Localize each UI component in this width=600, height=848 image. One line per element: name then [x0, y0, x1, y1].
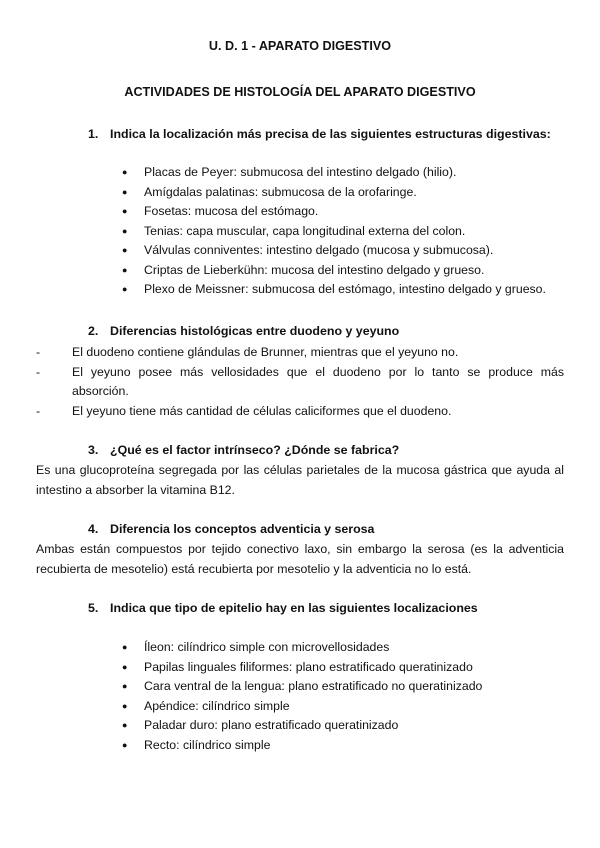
question-3-heading — [88, 441, 399, 461]
question-2-list — [36, 343, 564, 421]
list-item: ● Recto: cilíndrico simple — [122, 736, 482, 756]
list-item: - El duodeno contiene glándulas de Brunner, mientras que el yeyuno no. — [36, 343, 564, 363]
activities-title: ACTIVIDADES DE HISTOLOGÍA DEL APARATO DIGESTIVO — [124, 85, 476, 99]
question-number: 5. — [88, 601, 99, 615]
question-title: Indica que tipo de epitelio hay en las siguientes localizaciones — [110, 601, 478, 615]
list-item: ● Criptas de Lieberkühn: mucosa del intestino delgado y grueso. — [122, 261, 546, 281]
question-4-heading — [88, 520, 374, 540]
list-item: ● Amígdalas palatinas: submucosa de la orofaringe. — [122, 183, 546, 203]
list-item: ● Plexo de Meissner: submucosa del estómago, intestino delgado y grueso. — [122, 280, 546, 300]
question-4-answer: Ambas están compuestos por tejido conectivo laxo, sin embargo la serosa (es la adventicia recubierta de mesotelio) está recubierta por mesotelio y la adventicia no lo está. — [36, 542, 564, 576]
list-item: ● Íleon: cilíndrico simple con microvellosidades — [122, 638, 482, 658]
question-5-list — [122, 638, 482, 755]
question-number: 3. — [88, 443, 99, 457]
question-1-heading — [88, 125, 551, 145]
list-item: - El yeyuno posee más vellosidades que el duodeno por lo tanto se produce más absorción. — [36, 363, 564, 402]
question-title: Indica la localización más precisa de las siguientes estructuras digestivas: — [110, 127, 551, 141]
list-item: ● Apéndice: cilíndrico simple — [122, 697, 482, 717]
question-5-heading — [88, 599, 478, 619]
question-3-answer: Es una glucoproteína segregada por las células parietales de la mucosa gástrica que ayuda al intestino a absorber la vitamina B12. — [36, 463, 564, 497]
question-number: 1. — [88, 127, 99, 141]
list-item: ● Fosetas: mucosa del estómago. — [122, 202, 546, 222]
question-title: ¿Qué es el factor intrínseco? ¿Dónde se fabrica? — [110, 443, 400, 457]
question-1-list — [122, 163, 546, 300]
list-item: ● Paladar duro: plano estratificado queratinizado — [122, 716, 482, 736]
unit-title: U. D. 1 - APARATO DIGESTIVO — [208, 39, 392, 53]
list-item: ● Placas de Peyer: submucosa del intestino delgado (hilio). — [122, 163, 546, 183]
question-title: Diferencias histológicas entre duodeno y yeyuno — [110, 324, 400, 338]
question-2-heading — [88, 322, 399, 342]
list-item: ● Cara ventral de la lengua: plano estratificado no queratinizado — [122, 677, 482, 697]
list-item: - El yeyuno tiene más cantidad de células caliciformes que el duodeno. — [36, 402, 564, 422]
list-item: ● Válvulas conniventes: intestino delgado (mucosa y submucosa). — [122, 241, 546, 261]
list-item: ● Tenias: capa muscular, capa longitudinal externa del colon. — [122, 222, 546, 242]
question-number: 2. — [88, 324, 99, 338]
question-number: 4. — [88, 522, 99, 536]
list-item: ● Papilas linguales filiformes: plano estratificado queratinizado — [122, 658, 482, 678]
question-title: Diferencia los conceptos adventicia y serosa — [110, 522, 375, 536]
